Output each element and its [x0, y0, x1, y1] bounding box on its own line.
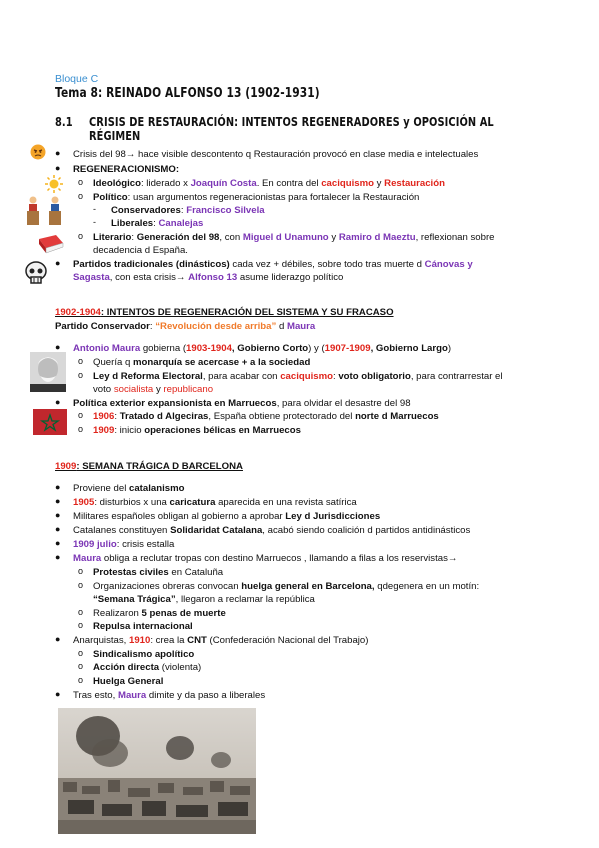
bullet: ● — [55, 524, 61, 534]
bullet: ● — [55, 634, 61, 644]
ley-reforma-line-2: voto socialista y republicano — [93, 384, 214, 395]
protestas-line: Protestas civiles en Cataluña — [93, 567, 224, 578]
sub-bullet: o — [78, 231, 84, 241]
disturbios-line: 1905: disturbios x una caricatura aparecida en una revista satírica — [73, 497, 357, 508]
tratado-algeciras-line: 1906: Tratado d Algeciras, España obtiene protectorado del norte d Marruecos — [93, 411, 439, 422]
repulsa-line: Repulsa internacional — [93, 621, 193, 632]
literario-line-2: decadencia d España. — [93, 245, 188, 256]
accion-directa-line: Acción directa (violenta) — [93, 662, 202, 673]
section-title: CRISIS DE RESTAURACIÓN: INTENTOS REGENERADORES y OPOSICIÓN AL RÉGIMEN — [89, 115, 494, 143]
politico-line: Político: usan argumentos regeneracionistas para fortalecer la Restauración — [93, 192, 420, 203]
maura-portrait — [30, 352, 66, 392]
bullet: ● — [55, 163, 61, 173]
sub-bullet: o — [78, 370, 84, 380]
maura-reclutar-line: Maura obliga a reclutar tropas con destino Marruecos , llamando a filas a los reservistas→ — [73, 553, 458, 564]
ley-reforma-line: Ley d Reforma Electoral, para acabar con caciquismo: voto obligatorio, para contrarrestar el — [93, 371, 503, 382]
partidos-line-2: Sagasta, con esta crisis→ Alfonso 13 asume liderazgo político — [73, 272, 344, 283]
sun-icon — [44, 174, 64, 194]
angry-face-icon — [30, 144, 46, 160]
dash-bullet: - — [93, 217, 96, 227]
sub-bullet: o — [78, 620, 84, 630]
sub-bullet: o — [78, 410, 84, 420]
anarquistas-line: Anarquistas, 1910: crea la CNT (Confederación Nacional del Trabajo) — [73, 635, 369, 646]
liberales-line: Liberales: Canalejas — [111, 218, 204, 229]
solidaridat-line: Catalanes constituyen Solidaridat Catalana, acabó siendo coalición d partidos antidinásticos — [73, 525, 471, 536]
politica-exterior-line: Política exterior expansionista en Marruecos, para olvidar el desastre del 98 — [73, 398, 411, 409]
sindicalismo-line: Sindicalismo apolítico — [93, 649, 195, 660]
ideologico-line: Ideológico: liderado x Joaquín Costa. En contra del caciquismo y Restauración — [93, 178, 445, 189]
semana-tragica-line: “Semana Trágica”, llegaron a reclamar la república — [93, 594, 315, 605]
bullet: ● — [55, 689, 61, 699]
section-number: 8.1 — [55, 115, 73, 129]
bullet: ● — [55, 496, 61, 506]
topic-title: Tema 8: REINADO ALFONSO 13 (1902-1931) — [55, 86, 320, 101]
bullet: ● — [55, 482, 61, 492]
queria-line: Quería q monarquía se acercase + a la sociedad — [93, 357, 311, 368]
dash-bullet: - — [93, 204, 96, 214]
bullet: ● — [55, 342, 61, 352]
section-1902-heading: 1902-1904: INTENTOS DE REGENERACIÓN DEL SISTEMA Y SU FRACASO — [55, 307, 394, 318]
literario-line: Literario: Generación del 98, con Miguel d Unamuno y Ramiro d Maeztu, reflexionan sobre — [93, 232, 495, 243]
maura-gobierna-line: Antonio Maura gobierna (1903-1904, Gobierno Corto) y (1907-1909, Gobierno Largo) — [73, 343, 452, 354]
crisis-98-line: Crisis del 98→ hace visible descontento q Restauración provocó en clase media e intelectuales — [73, 149, 479, 160]
book-icon — [36, 233, 66, 257]
barcelona-photo — [58, 708, 256, 834]
sub-bullet: o — [78, 191, 84, 201]
jurisdicciones-line: Militares españoles obligan al gobierno a aprobar Ley d Jurisdicciones — [73, 511, 381, 522]
huelga-general-item: Huelga General — [93, 676, 164, 687]
bullet: ● — [55, 148, 61, 158]
maura-dimite-line: Tras esto, Maura dimite y da paso a liberales — [73, 690, 266, 701]
block-label: Bloque C — [55, 73, 99, 85]
penas-muerte-line: Realizaron 5 penas de muerte — [93, 608, 226, 619]
sub-bullet: o — [78, 648, 84, 658]
bullet: ● — [55, 397, 61, 407]
huelga-general-line: Organizaciones obreras convocan huelga general en Barcelona, qdegenera en un motín: — [93, 581, 480, 592]
sub-bullet: o — [78, 356, 84, 366]
sub-bullet: o — [78, 675, 84, 685]
sub-bullet: o — [78, 580, 84, 590]
bullet: ● — [55, 510, 61, 520]
politicians-icon — [25, 195, 65, 227]
sub-bullet: o — [78, 177, 84, 187]
operaciones-line: 1909: inicio operaciones bélicas en Marruecos — [93, 425, 301, 436]
catalanismo-line: Proviene del catalanismo — [73, 483, 185, 494]
conservadores-line: Conservadores: Francisco Silvela — [111, 205, 265, 216]
section-1909-heading: 1909: SEMANA TRÁGICA D BARCELONA — [55, 461, 243, 472]
crisis-estalla-line: 1909 julio: crisis estalla — [73, 539, 175, 550]
skull-icon — [22, 259, 50, 287]
regeneracionismo-heading: REGENERACIONISMO: — [73, 164, 180, 175]
partidos-line: Partidos tradicionales (dinásticos) cada vez + débiles, sobre todo tras muerte d Cánovas y — [73, 259, 473, 270]
sub-bullet: o — [78, 566, 84, 576]
bullet: ● — [55, 538, 61, 548]
sub-bullet: o — [78, 607, 84, 617]
morocco-flag-icon — [33, 409, 67, 435]
partido-conservador-line: Partido Conservador: “Revolución desde arriba” d Maura — [55, 321, 316, 332]
bullet: ● — [55, 258, 61, 268]
bullet: ● — [55, 552, 61, 562]
sub-bullet: o — [78, 661, 84, 671]
sub-bullet: o — [78, 424, 84, 434]
